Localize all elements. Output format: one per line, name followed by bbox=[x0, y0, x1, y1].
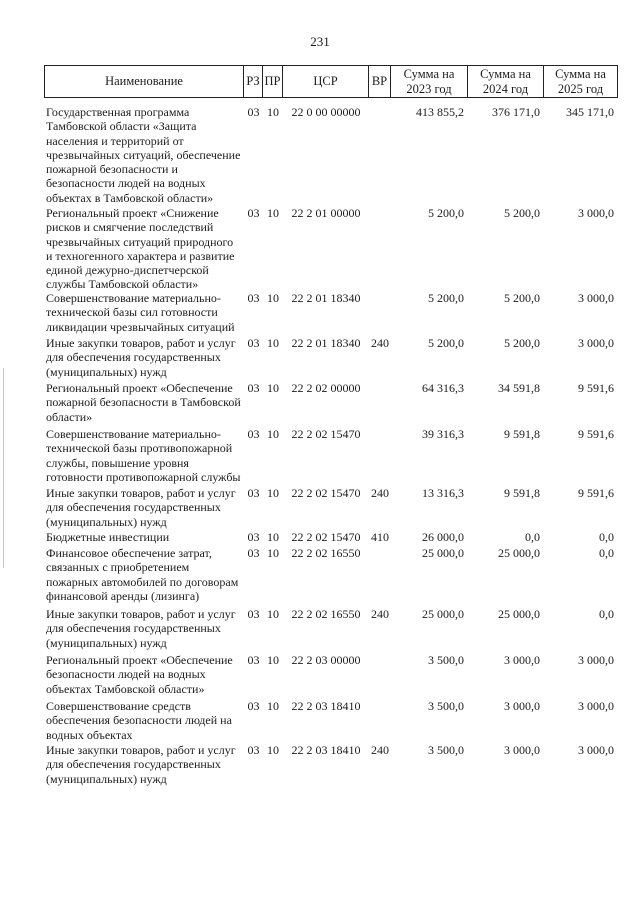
page-number: 231 bbox=[310, 34, 330, 49]
table-row bbox=[44, 546, 618, 603]
section-code-rz: 03 bbox=[247, 653, 260, 667]
target-article-code: 22 2 03 00000 bbox=[291, 653, 361, 667]
header-pr: ПР bbox=[263, 66, 283, 97]
table-row bbox=[44, 336, 618, 379]
target-article-code: 22 2 03 18410 bbox=[291, 743, 361, 757]
item-name: Иные закупки товаров, работ и услуг для обеспечения государственных (муниципальных) нужд bbox=[46, 743, 236, 786]
item-name: Государственная программа Тамбовской области «Защита населения и территорий от чрезвычайных ситуаций, обеспечение пожарной безопасности и безопасности людей на водных объектах в Тамбовской области» bbox=[46, 105, 241, 205]
item-name: Совершенствование материально- технической базы сил готовности ликвидации чрезвычайных ситуаций bbox=[46, 291, 235, 334]
subsection-code-pr: 10 bbox=[267, 743, 279, 757]
target-article-code: 22 2 01 18340 bbox=[291, 336, 361, 350]
amount-2024: 25 000,0 bbox=[498, 546, 540, 560]
item-name: Совершенствование материально- технической базы противопожарной службы, повышение уровня готовности противопожарной службы bbox=[46, 427, 241, 484]
amount-2025: 9 591,6 bbox=[578, 486, 614, 500]
section-code-rz: 03 bbox=[247, 381, 260, 395]
amount-2025: 3 000,0 bbox=[578, 653, 614, 667]
target-article-code: 22 2 01 00000 bbox=[291, 206, 361, 220]
expense-type-code: 240 bbox=[371, 607, 389, 621]
target-article-code: 22 2 02 00000 bbox=[291, 381, 361, 395]
amount-2023: 413 855,2 bbox=[416, 105, 464, 119]
section-code-rz: 03 bbox=[247, 530, 260, 544]
item-name: Финансовое обеспечение затрат, связанных с приобретением пожарных автомобилей по договорам финансовой аренды (лизинга) bbox=[46, 546, 239, 603]
section-code-rz: 03 bbox=[247, 546, 260, 560]
subsection-code-pr: 10 bbox=[267, 291, 279, 305]
amount-2024: 0,0 bbox=[525, 530, 540, 544]
table-row bbox=[44, 486, 618, 529]
target-article-code: 22 2 02 15470 bbox=[291, 427, 361, 441]
table-row bbox=[44, 427, 618, 484]
amount-2025: 3 000,0 bbox=[578, 206, 614, 220]
target-article-code: 22 2 02 15470 bbox=[291, 530, 361, 544]
amount-2025: 345 171,0 bbox=[566, 105, 614, 119]
target-article-code: 22 2 02 16550 bbox=[291, 607, 361, 621]
amount-2024: 3 000,0 bbox=[504, 743, 540, 757]
section-code-rz: 03 bbox=[247, 105, 260, 119]
amount-2025: 3 000,0 bbox=[578, 743, 614, 757]
table-row bbox=[44, 653, 618, 696]
expense-type-code bbox=[369, 653, 391, 696]
subsection-code-pr: 10 bbox=[267, 653, 279, 667]
amount-2025: 0,0 bbox=[599, 607, 614, 621]
amount-2024: 3 000,0 bbox=[504, 699, 540, 713]
item-name: Иные закупки товаров, работ и услуг для обеспечения государственных (муниципальных) нужд bbox=[46, 607, 236, 650]
item-name: Совершенствование средств обеспечения безопасности людей на водных объектах bbox=[46, 699, 232, 742]
section-code-rz: 03 bbox=[247, 206, 260, 220]
table-row bbox=[44, 743, 618, 786]
expense-type-code: 240 bbox=[371, 486, 389, 500]
amount-2023: 13 316,3 bbox=[422, 486, 464, 500]
amount-2025: 3 000,0 bbox=[578, 699, 614, 713]
amount-2023: 3 500,0 bbox=[428, 743, 464, 757]
subsection-code-pr: 10 bbox=[267, 607, 279, 621]
target-article-code: 22 2 03 18410 bbox=[291, 699, 361, 713]
header-sum-2025: Сумма на 2025 год bbox=[555, 67, 606, 96]
amount-2025: 3 000,0 bbox=[578, 336, 614, 350]
amount-2023: 39 316,3 bbox=[422, 427, 464, 441]
amount-2025: 3 000,0 bbox=[578, 291, 614, 305]
amount-2024: 9 591,8 bbox=[504, 486, 540, 500]
amount-2023: 5 200,0 bbox=[428, 291, 464, 305]
expense-type-code: 240 bbox=[371, 743, 389, 757]
amount-2024: 5 200,0 bbox=[504, 336, 540, 350]
table-row bbox=[44, 607, 618, 650]
item-name: Региональный проект «Обеспечение пожарной безопасности в Тамбовской области» bbox=[46, 381, 241, 424]
amount-2023: 5 200,0 bbox=[428, 336, 464, 350]
expense-type-code bbox=[369, 546, 391, 603]
amount-2023: 64 316,3 bbox=[422, 381, 464, 395]
amount-2025: 0,0 bbox=[599, 530, 614, 544]
table-row bbox=[44, 530, 618, 544]
header-name: Наименование bbox=[45, 66, 244, 97]
header-sum-2023: Сумма на 2023 год bbox=[391, 66, 468, 97]
subsection-code-pr: 10 bbox=[267, 530, 279, 544]
amount-2024: 3 000,0 bbox=[504, 653, 540, 667]
section-code-rz: 03 bbox=[247, 486, 260, 500]
amount-2024: 5 200,0 bbox=[504, 206, 540, 220]
amount-2024: 376 171,0 bbox=[492, 105, 540, 119]
table-row bbox=[44, 699, 618, 742]
target-article-code: 22 2 01 18340 bbox=[291, 291, 361, 305]
expense-type-code bbox=[369, 291, 391, 334]
amount-2024: 9 591,8 bbox=[504, 427, 540, 441]
table-row bbox=[44, 105, 618, 205]
section-code-rz: 03 bbox=[247, 699, 260, 713]
amount-2025: 9 591,6 bbox=[578, 427, 614, 441]
subsection-code-pr: 10 bbox=[267, 206, 279, 220]
header-sum-2024: Сумма на 2024 год bbox=[468, 66, 544, 97]
item-name: Региональный проект «Снижение рисков и смягчение последствий чрезвычайных ситуаций природного и техногенного характера и развитие единой дежурно-диспетчерской службы Тамбовской области» bbox=[46, 206, 235, 292]
item-name: Региональный проект «Обеспечение безопасности людей на водных объектах Тамбовской области» bbox=[46, 653, 233, 696]
section-code-rz: 03 bbox=[247, 607, 260, 621]
amount-2024: 5 200,0 bbox=[504, 291, 540, 305]
amount-2023: 3 500,0 bbox=[428, 653, 464, 667]
amount-2024: 25 000,0 bbox=[498, 607, 540, 621]
expense-type-code bbox=[369, 381, 391, 424]
item-name: Бюджетные инвестиции bbox=[46, 530, 170, 544]
subsection-code-pr: 10 bbox=[267, 336, 279, 350]
amount-2024: 34 591,8 bbox=[498, 381, 540, 395]
subsection-code-pr: 10 bbox=[267, 381, 279, 395]
header-csr: ЦСР bbox=[283, 66, 369, 97]
section-code-rz: 03 bbox=[247, 743, 260, 757]
table-row bbox=[44, 291, 618, 334]
amount-2025: 9 591,6 bbox=[578, 381, 614, 395]
amount-2023: 3 500,0 bbox=[428, 699, 464, 713]
amount-2023: 26 000,0 bbox=[422, 530, 464, 544]
expense-type-code: 240 bbox=[371, 336, 389, 350]
amount-2023: 25 000,0 bbox=[422, 546, 464, 560]
header-rz: РЗ bbox=[244, 66, 263, 97]
expense-type-code bbox=[369, 427, 391, 484]
section-code-rz: 03 bbox=[247, 291, 260, 305]
target-article-code: 22 2 02 16550 bbox=[291, 546, 361, 560]
subsection-code-pr: 10 bbox=[267, 427, 279, 441]
section-code-rz: 03 bbox=[247, 336, 260, 350]
amount-2023: 25 000,0 bbox=[422, 607, 464, 621]
expense-type-code bbox=[369, 699, 391, 742]
target-article-code: 22 2 02 15470 bbox=[291, 486, 361, 500]
header-vr: ВР bbox=[369, 66, 391, 97]
item-name: Иные закупки товаров, работ и услуг для обеспечения государственных (муниципальных) нужд bbox=[46, 486, 236, 529]
expense-type-code bbox=[369, 206, 391, 292]
expense-type-code bbox=[369, 105, 391, 205]
amount-2023: 5 200,0 bbox=[428, 206, 464, 220]
target-article-code: 22 0 00 00000 bbox=[291, 105, 361, 119]
section-code-rz: 03 bbox=[247, 427, 260, 441]
item-name: Иные закупки товаров, работ и услуг для обеспечения государственных (муниципальных) нужд bbox=[46, 336, 236, 379]
subsection-code-pr: 10 bbox=[267, 546, 279, 560]
table-row bbox=[44, 381, 618, 424]
expense-type-code: 410 bbox=[371, 530, 389, 544]
subsection-code-pr: 10 bbox=[267, 486, 279, 500]
subsection-code-pr: 10 bbox=[267, 105, 279, 119]
table-row bbox=[44, 206, 618, 292]
amount-2025: 0,0 bbox=[599, 546, 614, 560]
subsection-code-pr: 10 bbox=[267, 699, 279, 713]
